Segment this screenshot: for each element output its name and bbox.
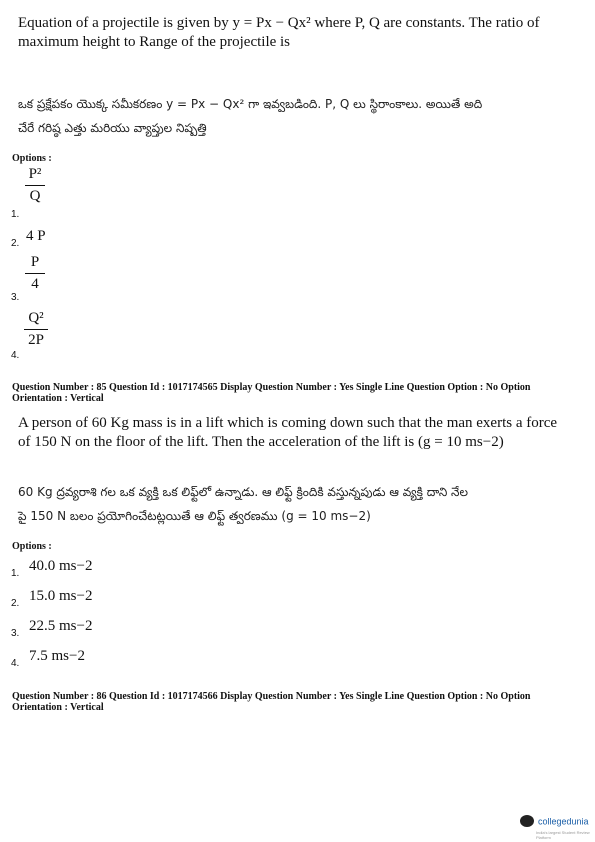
option-text: 22.5 ms−2 <box>29 618 93 634</box>
fraction-bar <box>25 185 45 186</box>
question-85-stem <box>18 414 588 452</box>
question-85-telugu-line1: 60 Kg ద్రవ్యరాశి గల ఒక వ్యక్తి ఒక లిఫ్ట్‌లో ఉన్నాడు. ఆ లిఫ్ట్ క్రిందికి వస్తున్నపుడు ఆ వ్యక్తి దాని నేల <box>18 485 468 499</box>
watermark-brand: collegedunia <box>538 816 589 827</box>
question-86-meta <box>12 691 592 713</box>
question-84-stem <box>18 14 588 52</box>
graduation-cap-icon <box>520 815 534 827</box>
option-text: 15.0 ms−2 <box>29 588 93 604</box>
denominator: Q <box>29 188 41 204</box>
numerator: Q² <box>28 310 44 326</box>
question-84-stem-line2: maximum height to Range of the projectile is <box>18 34 291 50</box>
fraction-bar <box>25 273 45 274</box>
option-text: 7.5 ms−2 <box>29 648 85 664</box>
question-84-telugu-line2: చేరే గరిష్ఠ ఎత్తు మరియు వ్యాప్తుల నిష్పత్తి <box>18 121 207 135</box>
question-85-telugu <box>18 480 590 528</box>
question-85-stem-line1: A person of 60 Kg mass is in a lift which is coming down such that the man exerts a force <box>18 415 558 431</box>
question-84-telugu <box>18 92 590 140</box>
question-86-meta-line2: Orientation : Vertical <box>12 702 104 713</box>
option-number: 4. <box>11 658 20 669</box>
option-number: 3. <box>11 292 20 303</box>
question-85-meta <box>12 382 592 404</box>
option-text: 40.0 ms−2 <box>29 558 93 574</box>
option-number: 2. <box>11 238 20 249</box>
fraction <box>25 166 45 205</box>
question-85-meta-line2: Orientation : Vertical <box>12 393 104 404</box>
option-number: 4. <box>11 350 20 361</box>
question-85-telugu-line2: పై 150 N బలం ప్రయోగించేటట్లయితే ఆ లిఫ్ట్ త్వరణము (g = 10 ms−2) <box>18 509 371 523</box>
fraction-bar <box>24 329 48 330</box>
numerator: P² <box>28 166 42 182</box>
option-number: 2. <box>11 598 20 609</box>
denominator: 4 <box>31 276 39 292</box>
option-number: 3. <box>11 628 20 639</box>
option-text: 4 P <box>26 228 46 244</box>
denominator: 2P <box>28 332 44 348</box>
option-number: 1. <box>11 209 20 220</box>
fraction <box>25 254 45 293</box>
question-85-meta-line1: Question Number : 85 Question Id : 1017174565 Display Question Number : Yes Single Line Question Option : No Option <box>12 382 531 393</box>
question-86-meta-line1: Question Number : 86 Question Id : 1017174566 Display Question Number : Yes Single Line Question Option : No Option <box>12 691 531 702</box>
question-85-stem-line2: of 150 N on the floor of the lift. Then the acceleration of the lift is (g = 10 ms−2) <box>18 434 504 450</box>
q85-options-label: Options : <box>12 541 52 552</box>
collegedunia-watermark <box>520 812 592 840</box>
option-number: 1. <box>11 568 20 579</box>
q84-options-label: Options : <box>12 153 52 164</box>
watermark-tagline: India's largest Student Review Platform <box>536 830 590 840</box>
numerator: P <box>30 254 40 270</box>
question-84-telugu-line1: ఒక ప్రక్షేపకం యొక్క సమీకరణం y = Px − Qx² గా ఇవ్వబడింది. P, Q లు స్థిరాంకాలు. అయితే అది <box>18 97 483 111</box>
question-84-stem-line1: Equation of a projectile is given by y = Px − Qx² where P, Q are constants. The ratio of <box>18 15 540 31</box>
fraction <box>24 310 48 349</box>
